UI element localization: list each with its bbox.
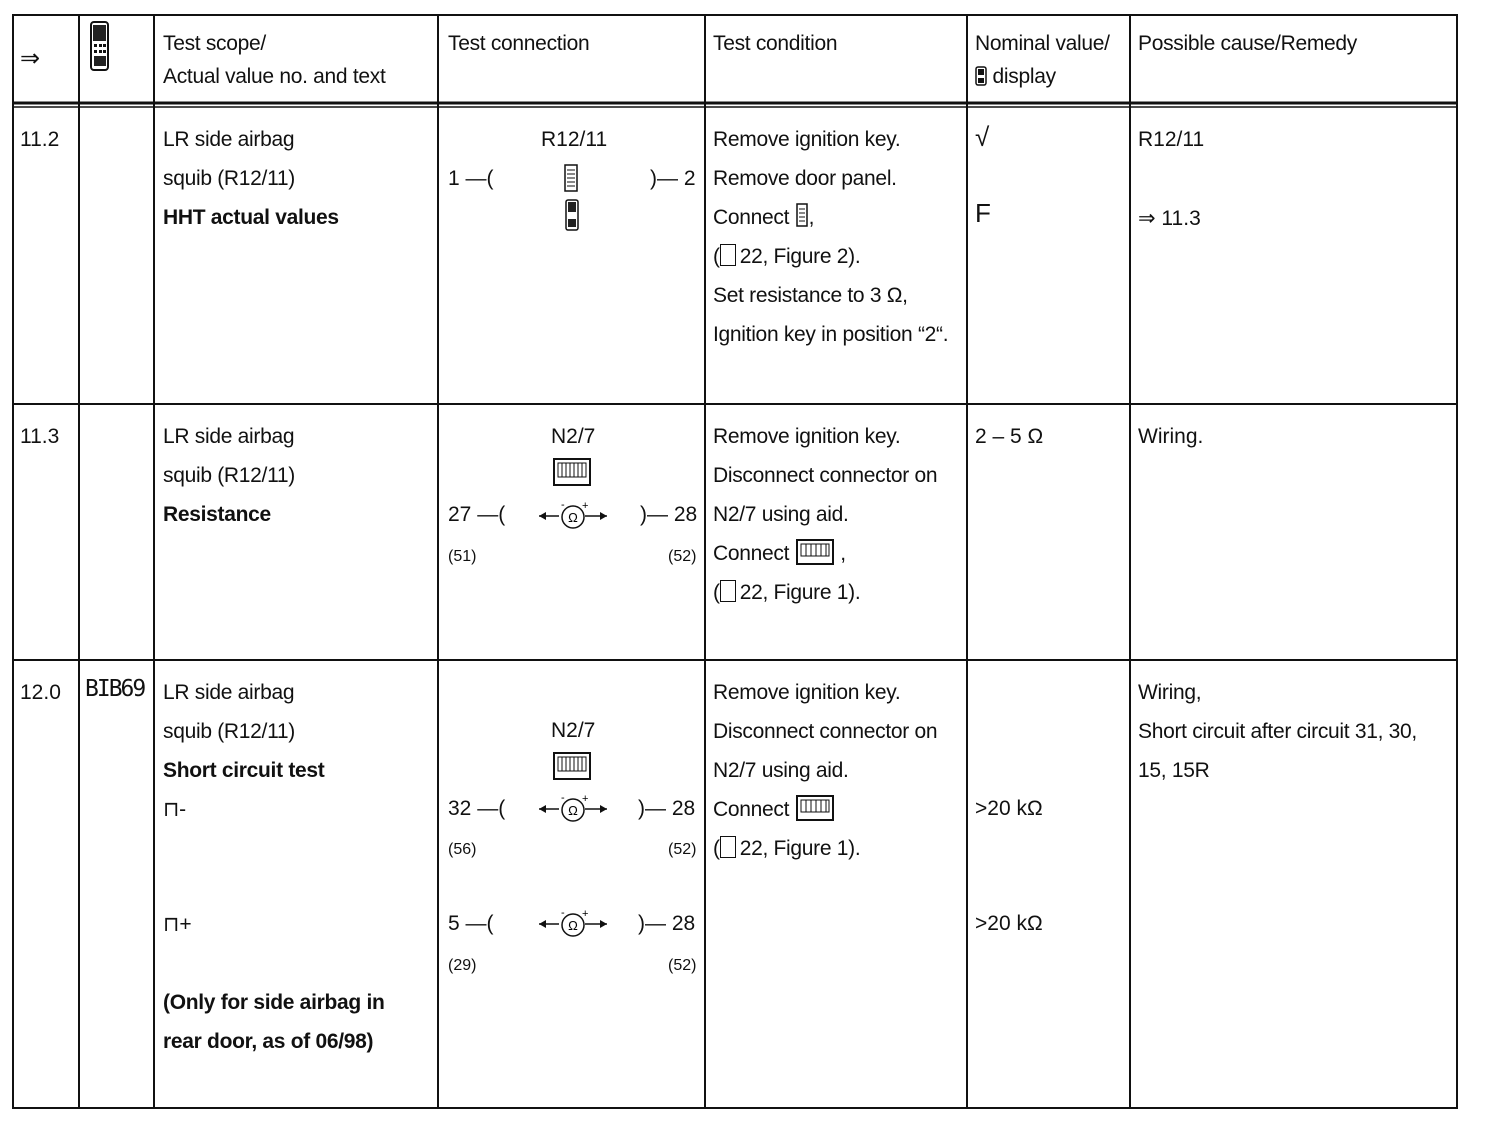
connection-label: R12/11 (541, 128, 608, 151)
header-arrow: ⇒ (20, 45, 41, 72)
connection-left-pin: 1 —( (448, 167, 494, 190)
row-test-condition: Remove ignition key. Disconnect connector on N2/7 using aid. Connect ( 22, Figure 1). (713, 681, 938, 860)
book-icon (720, 244, 736, 266)
svg-text:Ω: Ω (568, 803, 578, 818)
fault-code: BIB69 (85, 676, 145, 702)
connection-right-pin: )— 28 (640, 503, 698, 526)
row-test-condition: Remove ignition key. Disconnect connector on N2/7 using aid. Connect , ( 22, Figure 1). (713, 425, 938, 604)
row-step: 11.3 (20, 425, 60, 448)
pin-number-left: (56) (448, 841, 477, 858)
connection-right-pin: )— 28 (638, 797, 696, 820)
svg-text:Ω: Ω (568, 510, 578, 525)
remedy-text: R12/11 (1138, 128, 1205, 151)
connection-right-pin: )— 2 (650, 167, 696, 190)
connector-block-icon (552, 457, 592, 487)
connector-block-icon (795, 538, 835, 566)
header-test-connection: Test connection (448, 32, 590, 55)
ohmmeter-icon (537, 500, 609, 532)
header-remedy: Possible cause/Remedy (1138, 32, 1357, 55)
row-test-condition: Remove ignition key. Remove door panel. Connect , ( 22, Figure 2). Set resistance to 3 Ω, Ignition key in position “2“. (713, 128, 949, 346)
nominal-value: >20 kΩ (975, 912, 1043, 935)
svg-text:Ω: Ω (568, 918, 578, 933)
remedy-text: Wiring. (1138, 425, 1204, 448)
header-test-condition: Test condition (713, 32, 838, 55)
svg-text:-: - (561, 793, 565, 804)
header-nominal-value: Nominal value/ display (975, 32, 1110, 88)
pin-number-left: (29) (448, 957, 477, 974)
book-icon (720, 836, 736, 858)
nominal-value: >20 kΩ (975, 797, 1043, 820)
row-step: 11.2 (20, 128, 60, 151)
book-icon (720, 580, 736, 602)
svg-text:+: + (582, 793, 589, 805)
ohmmeter-icon (537, 793, 609, 825)
connector-icon (563, 163, 579, 193)
nominal-fail: F (975, 198, 991, 228)
connection-left-pin: 32 —( (448, 797, 506, 820)
row-test-scope: LR side airbag squib (R12/11) HHT actual values (163, 128, 339, 229)
connection-right-pin: )— 28 (638, 912, 696, 935)
connection-left-pin: 5 —( (448, 912, 494, 935)
nominal-value: 2 – 5 Ω (975, 425, 1044, 448)
remedy-text: Wiring, Short circuit after circuit 31, 30, 15, 15R (1138, 681, 1417, 782)
svg-text:+: + (582, 500, 589, 512)
svg-text:-: - (561, 500, 565, 511)
connection-label: N2/7 (551, 425, 596, 448)
connector-icon (795, 203, 809, 227)
svg-text:-: - (561, 908, 565, 919)
pin-number-right: (52) (668, 841, 697, 858)
row-note: (Only for side airbag in rear door, as of 06/98) (163, 991, 385, 1053)
hht-device-icon (88, 20, 112, 74)
header-test-scope: Test scope/ Actual value no. and text (163, 32, 386, 88)
row-step: 12.0 (20, 681, 61, 704)
hht-device-icon (565, 199, 579, 231)
nominal-ok: √ (975, 122, 990, 152)
row-test-scope: LR side airbag squib (R12/11) Resistance (163, 425, 295, 526)
short-to-ground-minus: ⊓- (163, 798, 186, 821)
ohmmeter-icon (537, 908, 609, 940)
svg-text:+: + (582, 908, 589, 920)
pin-number-left: (51) (448, 548, 477, 565)
hht-device-icon (975, 66, 987, 86)
connection-label: N2/7 (551, 719, 596, 742)
connection-left-pin: 27 —( (448, 503, 506, 526)
pin-number-right: (52) (668, 548, 697, 565)
remedy-goto: ⇒ 11.3 (1138, 207, 1201, 230)
row-test-scope: LR side airbag squib (R12/11) Short circuit test ⊓- (163, 673, 324, 829)
connector-block-icon (795, 794, 835, 822)
pin-number-right: (52) (668, 957, 697, 974)
connector-block-icon (552, 751, 592, 781)
short-to-ground-plus: ⊓+ (163, 913, 192, 936)
